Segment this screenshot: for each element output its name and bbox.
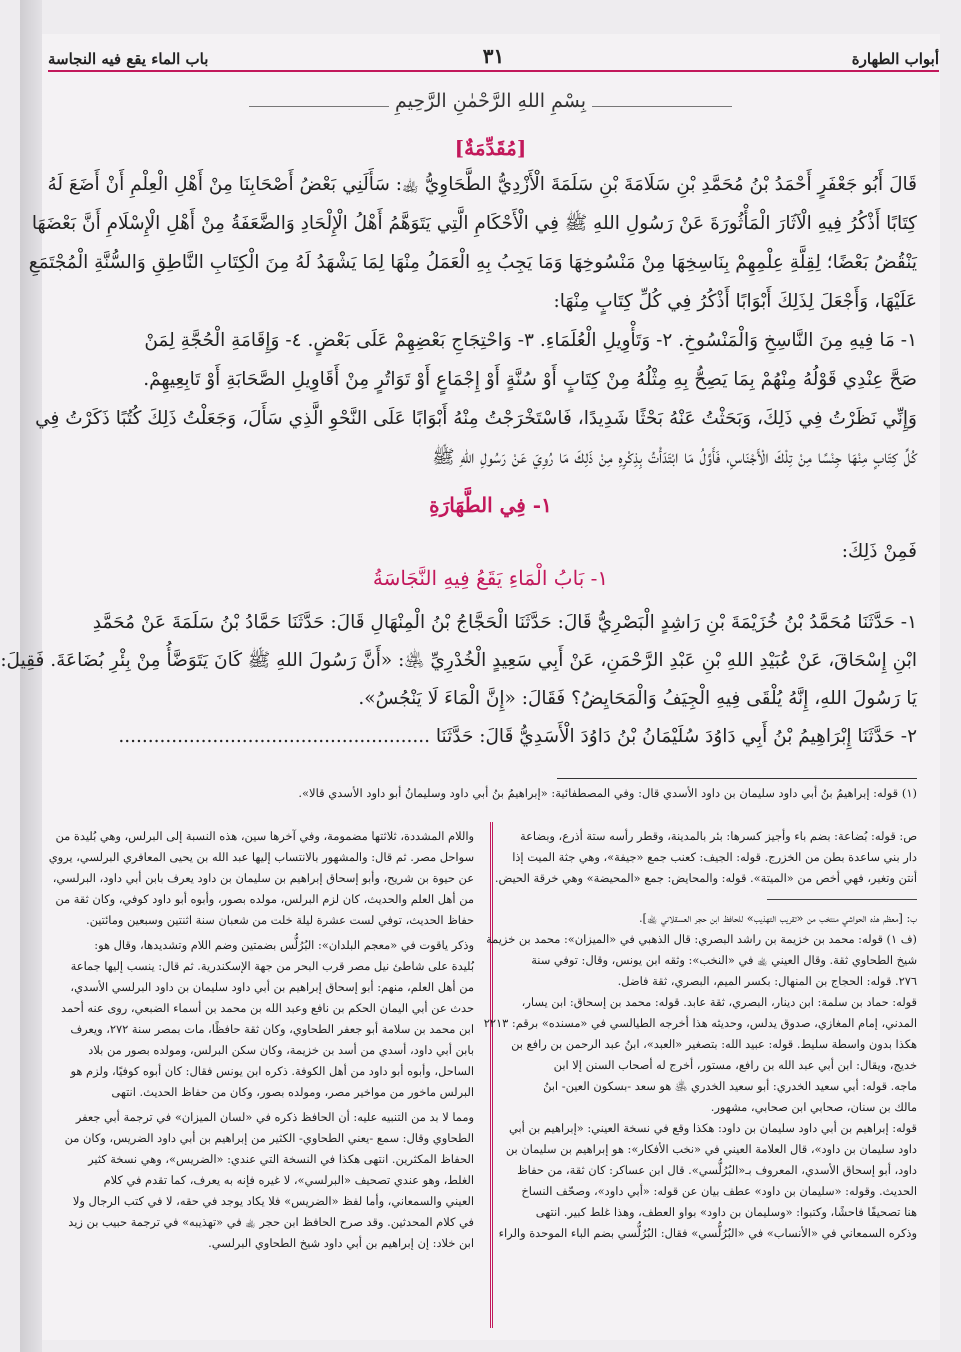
footnote-rule [557, 778, 917, 779]
muqaddima-heading: [مُقَدِّمَةٌ] [454, 136, 527, 160]
commentary-line: داود سليمان بن داود»، قال العلامة العيني في «نخب الأفكار»: هو إبراهيم بن سليمان بن [505, 1142, 917, 1156]
commentary-line: مالك بن سنان، صحابي ابن صحابي، مشهور. [710, 1100, 917, 1114]
running-header [48, 38, 939, 72]
commentary-line: الحديث. وقوله: «سليمان بن داود» عطف بيان عن قوله: «أبي داود»، وصحّف النساخ [521, 1184, 917, 1198]
commentary-left-mid [60, 935, 474, 1103]
commentary-rule [767, 899, 917, 900]
commentary-line: هكذا بدون واسطة سليط. قوله: عبيد الله: بتصغير «العبد»، ابنُ عبد الرحمن بن رافع بن [511, 1037, 917, 1051]
commentary-line: ماجه. قوله: أبي سعيد الخدري: أبو سعيد الخدري ﵁ هو سعد -بسكون العين- ابنُ [543, 1079, 917, 1093]
commentary-left-bottom [60, 1107, 474, 1254]
text-line: ١- حَدَّثَنَا مُحَمَّدُ بْنُ خُزَيْمَةَ بْنِ رَاشِدٍ الْبَصْرِيُّ قَالَ: حَدَّثَنَا الْحَجَّاجُ بْنُ الْمِنْهَالِ قَالَ: حَدَّثَنَا حَمَّادُ بْنُ سَلَمَةَ عَنْ مُحَمَّدِ [92, 612, 917, 633]
text-line: صَحَّ عِنْدِي قَوْلُهُ مِنْهُمْ بِمَا يَصِحُّ بِهِ مِثْلُهُ مِنْ كِتَابٍ أَوْ سُنَّةٍ أَوْ إِجْمَاعٍ أَوْ تَوَاتُرٍ مِنْ أَقَاوِيلِ الصَّحَابَةِ أَوْ تَابِعِيهِمْ. [143, 369, 917, 390]
commentary-line: أنتن وتغير، فهي أخص من «الميتة». قوله: والمحايض: جمع «المحيضة» وهي خرقة الحيض. [494, 871, 917, 885]
commentary-line: حدث عن أبي اليمان الحكم بن نافع وعبد الله بن محمد بن أسماء الضبعي، روى عنه أحمد [60, 1001, 474, 1015]
section-heading: ١- فِي الطَّهَارَةِ [429, 493, 552, 517]
page-number: ٣١ [482, 44, 505, 68]
ornament-line-right [592, 106, 732, 107]
text-line: كُلِّ كِتَابٍ مِنْهَا جِنْسًا مِنْ تِلْكَ الْأَجْنَاسِ، فَأَوَّلُ مَا ابْتَدَأْتُ بِذِكْرِهِ مِنْ ذَلِكَ مَا رُوِيَ عَنْ رَسُولِ اللهِ ﷺ [432, 447, 917, 468]
ornament-line-left [249, 106, 389, 107]
commentary-line: ابن خلاد: إن إبراهيم بن أبي داود شيخ الطحاوي البرلسي. [208, 1236, 474, 1250]
commentary-line: (ف ١) قوله: محمد بن خزيمة بن راشد البصري: قال الذهبي في «الميزان»: محمد بن خزيمة [486, 932, 917, 946]
commentary-line: هنا تصحيفًا فاحشًا، وكتبوا: «وسليمان بن داود» بواو العطف، وهذا غلط كبير. انتهى [535, 1205, 917, 1219]
page-edge [20, 0, 42, 1352]
commentary-line: الحفاظ المكثرين. انتهى هكذا في النسخة التي عندي: «الضريس»، وهي نسخة كثير [88, 1152, 474, 1166]
commentary-right-column [483, 826, 917, 1244]
commentary-line: سواحل مصر. ثم قال: والمشهور بالانتساب إليها عبد الله بن يحيى المعافري البرلسي، يروي [48, 850, 474, 864]
text-line: كِتَابًا أَذْكُرُ فِيهِ الْآثَارَ الْمَأْثُورَةَ عَنْ رَسُولِ اللهِ ﷺ فِي الْأَحْكَامِ الَّتِي يَتَوَهَّمُ أَهْلُ الْإِلْحَادِ وَالضَّعَفَةُ مِنْ أَهْلِ الْإِسْلَامِ أَنَّ بَعْضَهَا [31, 213, 917, 234]
commentary-line: بابن أبي داود، أسدي من أسد بن خزيمة، وكان سكن البرلس، ومولده بصور من بلاد [88, 1043, 474, 1057]
text-line: ٢- حَدَّثَنَا إِبْرَاهِيمُ بْنُ أَبِي دَاوُدَ سُلَيْمَانُ بْنُ دَاوُدَ الْأَسَدِيُّ قَالَ: حَدَّثَنَا ..................................................... [118, 726, 917, 747]
header-section: باب الماء يقع فيه النجاسة [48, 50, 209, 68]
commentary-line: في كلام المحدثين. وقد صرح الحافظ ابن حجر ﵀ في «تهذيبه» في ترجمة حبيب بن زيد [68, 1215, 474, 1229]
footnote: (١) قوله: إبراهيمُ بنُ أبي داود سليمان بن داود الأسدي قال: وفي المصطفائية: «إبراهيمُ بنُ أبي داود وسليمانُ أبو داود الأسدي قالا». [298, 786, 917, 800]
text-line: عَلَيْهَا، وَأَجْعَلَ لِذَلِكَ أَبْوَابًا أَذْكُرُ فِي كُلِّ كِتَابٍ مِنْهَا: [553, 291, 917, 312]
commentary-line: واللام المشددة، ثلاثتها مضمومة، وفي آخرها سين، هذه النسبة إلى البرلس، وهي بُليدة من [55, 829, 474, 843]
commentary-line: شيخ الطحاوي ثقة. وقال العيني ﵀ في «النخب»: وثقه ابن يونس، وقال: توفي سنة [531, 953, 917, 967]
commentary-left-column [48, 826, 474, 1254]
commentary-line: ابن محمد بن سلامة أبو جعفر الطحاوي، وكان ثقة حافظًا، مات بمصر سنة ٢٧٢، ويعرف [70, 1022, 474, 1036]
text-line: قَالَ أَبُو جَعْفَرٍ أَحْمَدُ بْنُ مُحَمَّدِ بْنِ سَلَامَةَ بْنِ سَلَمَةَ الْأَزْدِيُّ الطَّحَاوِيُّ ﵀: سَأَلَنِي بَعْضُ أَصْحَابِنَا مِنْ أَهْلِ الْعِلْمِ أَنْ أَضَعَ لَهُ [47, 174, 917, 195]
column-divider [490, 822, 493, 1328]
commentary-line: العيني والسمعاني، وأما لفظ «الضريس» فلا يكاد يوجد في حقه، لا في كتب الرجال ولا [72, 1194, 474, 1208]
commentary-line: عن حيوة بن شريح، وأبو إسحاق إبراهيم بن سليمان بن داود يعرف بابن أبي داود، البرلسي، [52, 871, 474, 885]
commentary-line: البرلس ماخور من مواخير مصر، ومولده بصور، وكان من حفاظ الحديث. انتهى [111, 1085, 474, 1099]
commentary-line: المدني، إمام المغازي، صدوق يدلس، وحديثه هذا أخرجه الطيالسي في «مسنده» برقم: ٢٢١٣ [483, 1016, 917, 1030]
commentary-line: قوله: حماد بن سلمة: ابن دينار، البصري، ثقة عابد. قوله: محمد بن إسحاق: ابن يسار، [521, 995, 917, 1009]
basmala-text: بِسْمِ اللهِ الرَّحْمٰنِ الرَّحِيمِ [395, 90, 586, 112]
commentary-line: حفاظ الحديث، توفي لست عشرة ليلة خلت من شعبان سنة اثنتين وسبعين ومائتين. [85, 913, 474, 927]
commentary-line: الطحاوي وقال: سمع -يعني الطحاوي- الكثير من إبراهيم بن أبي داود الضريس، وكان من [64, 1131, 474, 1145]
commentary-line: الساحل، وأبوه أبو داود من أهل الكوفة. ذكره ابن يونس فقال: كان أبوه كوفيًا، ولزم هو [70, 1064, 474, 1078]
commentary-line: دار بني ساعدة بطن من الخزرج. قوله: الجيف: كعنب جمع «جيفة»، وهي جثة الميت إذا [512, 850, 917, 864]
commentary-line: وذكره السمعاني في «الأنساب» في «البُرُلُّسي» فقال: البُرُلُّسي بضم الباء الموحدة والراء [498, 1226, 917, 1240]
commentary-line: بُليدة على شاطئ نيل مصر قرب البحر من جهة الإسكندرية. ثم قال: ينسب إليها جماعة [70, 959, 474, 973]
commentary-line: ومما لا بد من التنبيه عليه: أن الحافظ ذكره في «لسان الميزان» في ترجمة أبي جعفر [75, 1110, 474, 1124]
basmala [20, 90, 961, 112]
commentary-line: ص: قوله: بُضاعة: بضم باء وأجيز كسرها: بئر بالمدينة، وقطر رأسه ستة أذرع، وبضاعة [520, 829, 917, 843]
commentary-line: ٢٧٦. قوله: الحجاج بن المنهال: بكسر الميم، البصري، ثقة فاضل. [617, 974, 917, 988]
commentary-ss [494, 826, 917, 889]
min-dhalik: فَمِنْ ذَلِكَ: [841, 541, 917, 562]
commentary-line: الغلط، وهو عندي تصحيف «البرلسي»، لا غيره فإنه به يعرف، كما تقدم في كلام [103, 1173, 474, 1187]
text-line: وَإِنِّي نَظَرْتُ فِي ذَلِكَ، وَبَحَثْتُ عَنْهُ بَحْثًا شَدِيدًا، فَاسْتَخْرَجْتُ مِنْهُ أَبْوَابًا عَلَى النَّحْوِ الَّذِي سَأَلَ، وَجَعَلْتُ ذَلِكَ كُتُبًا ذَكَرْتُ فِي [35, 408, 917, 429]
commentary-left-top [48, 826, 474, 931]
commentary-line: قوله: إبراهيم بن أبي داود سليمان بن داود: هكذا وقع في نسخة العيني: «إبراهيم بن أبي [509, 1121, 917, 1135]
commentary-ba [483, 908, 917, 1244]
commentary-line: وذكر ياقوت في «معجم البلدان»: البُرُلُّس بضمتين وضم اللام وتشديدها، وقال هو: [94, 938, 474, 952]
text-line: يَنْقُضُ بَعْضًا؛ لِقِلَّةِ عِلْمِهِمْ بِنَاسِخِهَا مِنْ مَنْسُوخِهَا وَمَا يَجِبُ بِهِ الْعَمَلُ مِنْهَا لِمَا يَشْهَدُ لَهُ مِنَ الْكِتَابِ النَّاطِقِ وَالسُّنَّةِ الْمُجْتَمَعِ [28, 252, 917, 273]
header-chapter: أبواب الطهارة [851, 50, 939, 68]
text-line: ابْنِ إِسْحَاقَ، عَنْ عُبَيْدِ اللهِ بْنِ عَبْدِ الرَّحْمَنِ، عَنْ أَبِي سَعِيدٍ الْخُدْرِيِّ ﵁: «أَنَّ رَسُولَ اللهِ ﷺ كَانَ يَتَوَضَّأُ مِنْ بِئْرِ بُضَاعَةَ. فَقِيلَ: [0, 650, 917, 671]
commentary-line: خديج، ويقال: ابن أبي عبد الله بن رافع، مستور، أخرج له أصحاب السنن إلا ابن [553, 1058, 917, 1072]
commentary-line: ب: [معظم هذه الحواشي منتخب من «تقريب التهذيب» للحافظ ابن حجر العسقلاني ﵀]. [638, 911, 917, 925]
text-line: يَا رَسُولَ اللهِ، إِنَّهُ يُلْقَى فِيهِ الْجِيَفُ وَالْمَحَايِضُ؟ فَقَالَ: «إِنَّ الْمَاءَ لَا يَنْجُسُ». [358, 688, 917, 709]
text-line: ١- مَا فِيهِ مِنَ النَّاسِخِ وَالْمَنْسُوخِ. ٢- وَتَأْوِيلِ الْعُلَمَاءِ. ٣- وَاحْتِجَاجِ بَعْضِهِمْ عَلَى بَعْضٍ. ٤- وَإِقَامَةِ الْحُجَّةِ لِمَنْ [144, 330, 917, 351]
commentary-line: من أهل العلم والحديث، كان لزم البرلس، مولده بصور، وأبوه أبو داود كوفي، وكان ثقة من [55, 892, 474, 906]
muqaddima-title: مُقَدِّمَةٌ [464, 136, 517, 160]
commentary-line: داود، أبو إسحاق الأسدي، المعروف بـ«البُرُلُّسي». قال ابن عساكر: كان ثقة، من حفاظ [517, 1163, 917, 1177]
bab-heading: ١- بَابُ الْمَاءِ يَقَعُ فِيهِ النَّجَاسَةُ [372, 566, 609, 590]
commentary-line: من أهل العلم، منهم: أبو إسحاق إبراهيم بن أبي داود سليمان بن داود البرلسي الأسدي، [70, 980, 474, 994]
